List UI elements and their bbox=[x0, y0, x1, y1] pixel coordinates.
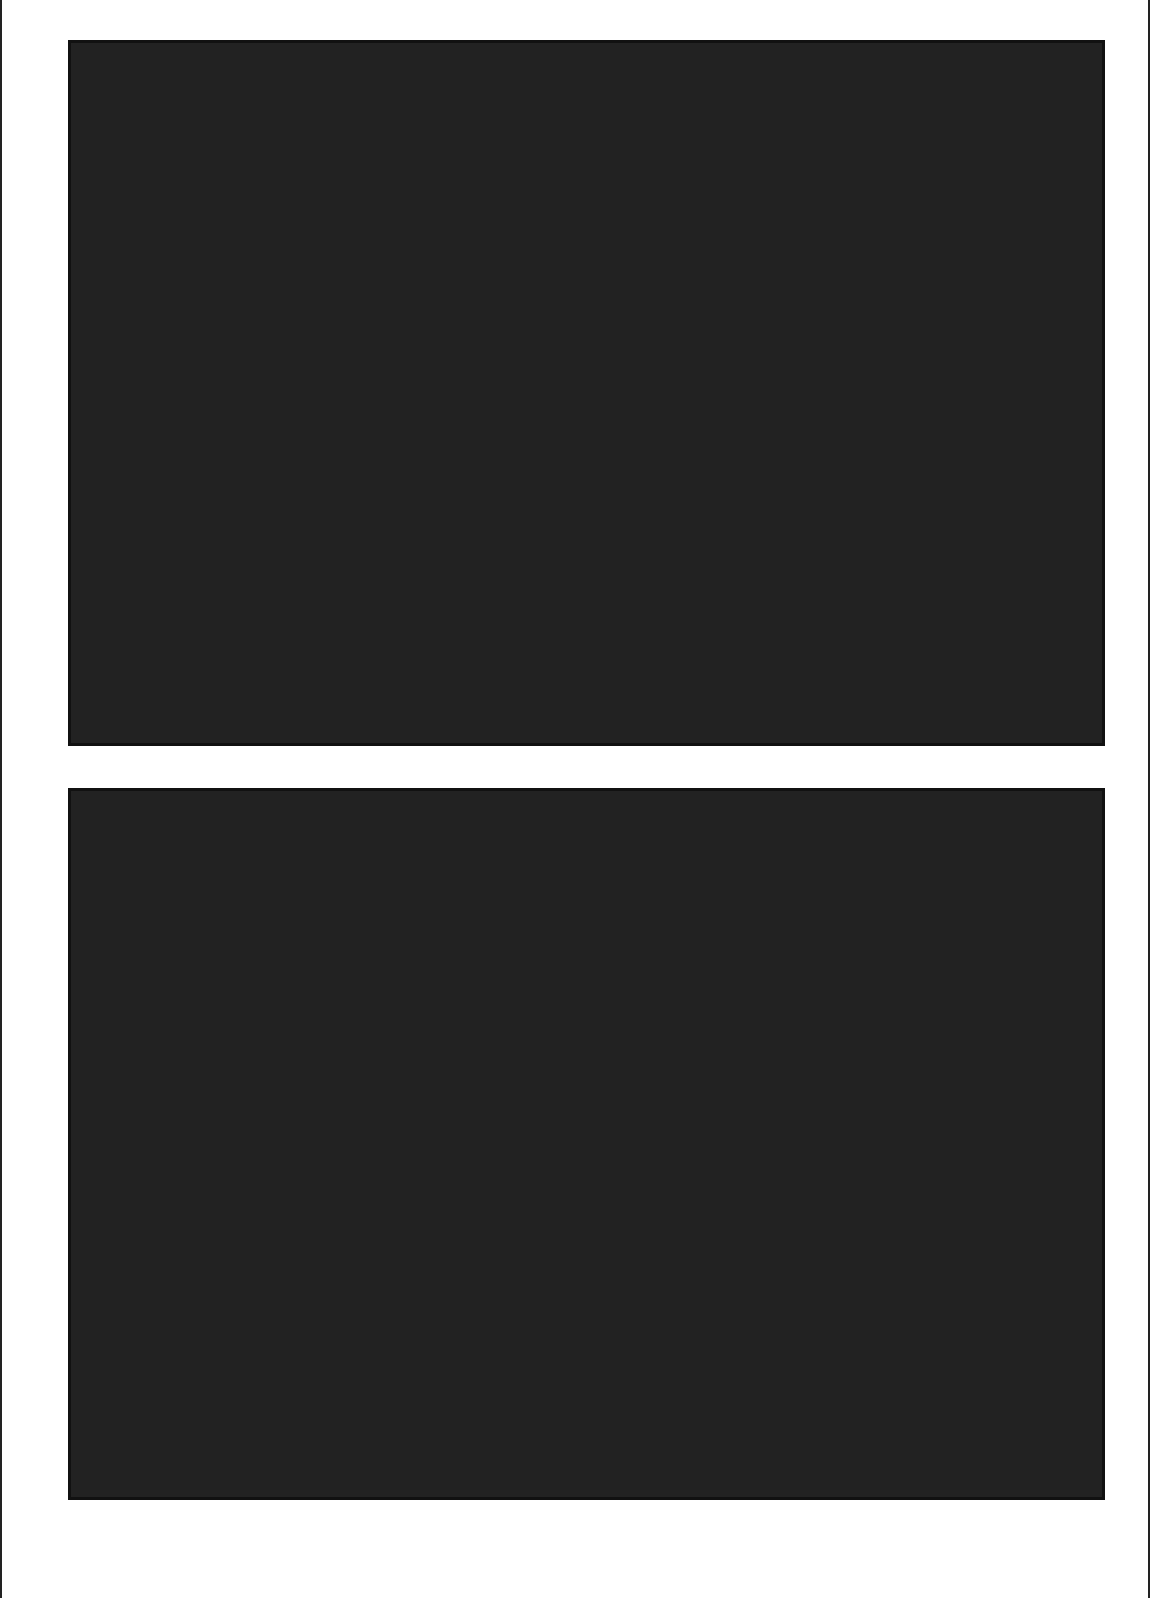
answer-table bbox=[68, 788, 1105, 1500]
footer-line-1 bbox=[0, 1518, 1152, 1538]
word-table bbox=[68, 40, 1105, 746]
footer-credits bbox=[0, 1518, 1152, 1538]
